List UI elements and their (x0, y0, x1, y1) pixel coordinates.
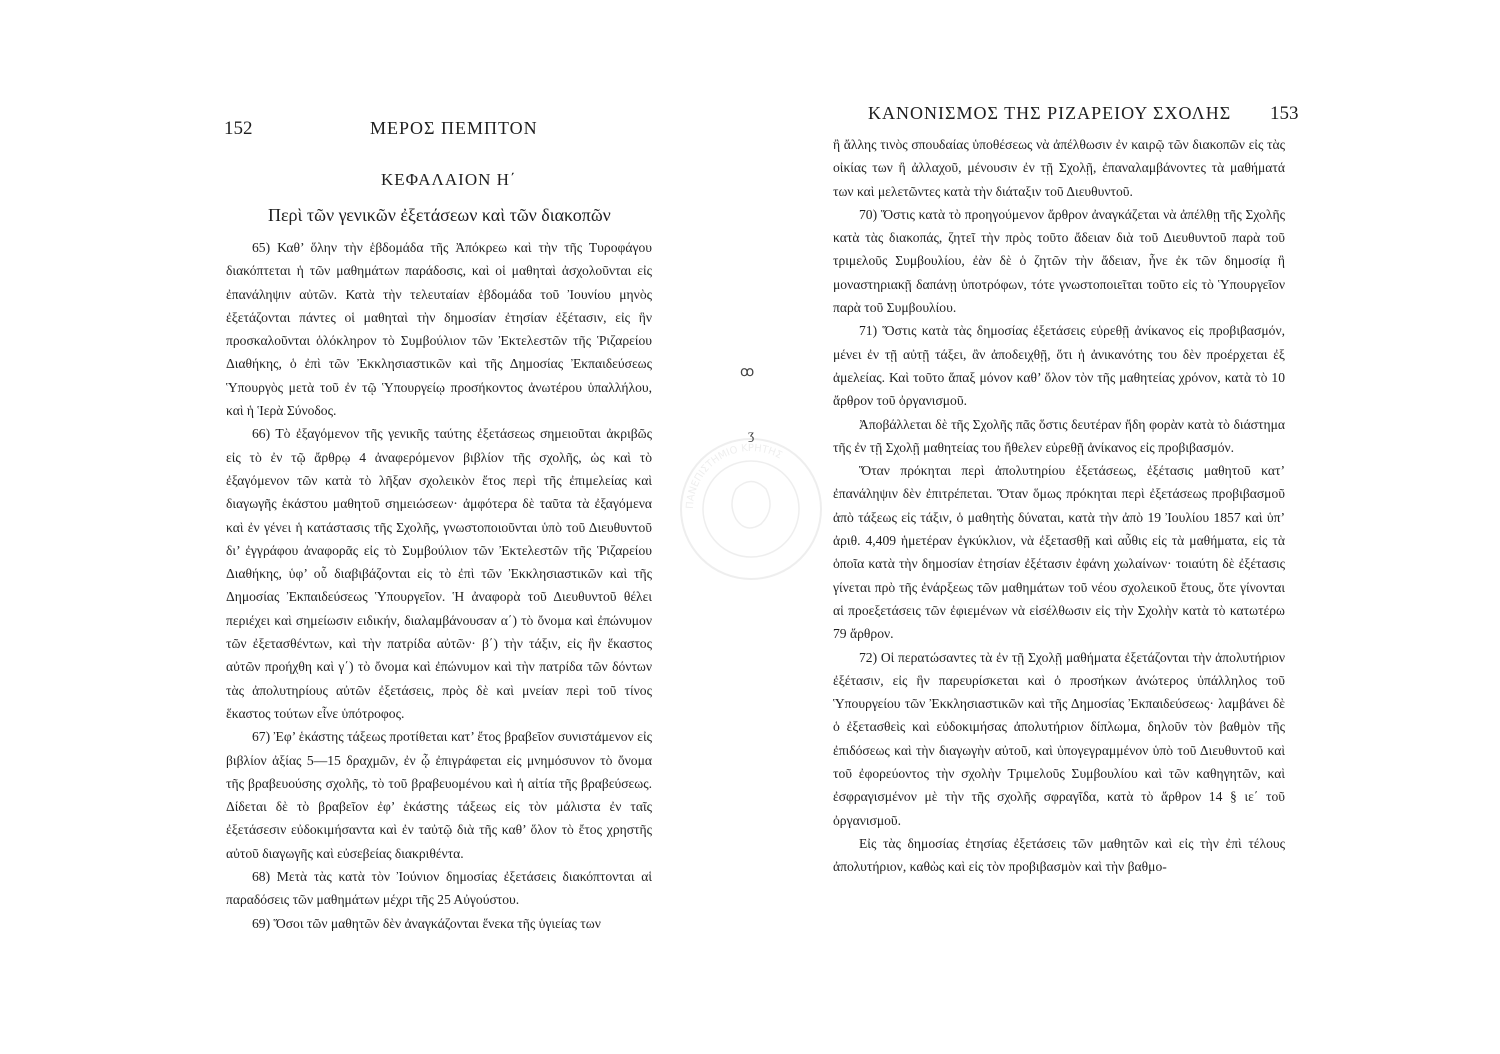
right-text-column (833, 133, 1285, 879)
left-page-number: 152 (224, 118, 253, 139)
paragraph-67: 67) Ἐφ’ ἑκάστης τάξεως προτίθεται κατ’ ἔτος βραβεῖον συνιστάμενον εἰς βιβλίον ἀξίας 5—15 δραχμῶν, ἐν ᾧ ἐπιγράφεται εἰς μνημόσυνον τὸ ὄνομα τῆς βραβευούσης σχολῆς, τὸ τοῦ βραβευομένου καὶ ἡ αἰτία τῆς βραβεύσεως. Δίδεται δὲ τὸ βραβεῖον ἐφ’ ἑκάστης τάξεως εἰς τὸν μάλιστα ἐν ταῖς ἐξετάσεσιν εὐδοκιμήσαντα καὶ ἐν ταὐτῷ διὰ τῆς καθ’ ὅλον τὸ ἔτος χρηστῆς αὐτοῦ διαγωγῆς καὶ εὐσεβείας διακριθέντα. (226, 729, 652, 861)
gutter-mark: ʒ (748, 428, 755, 443)
right-page (780, 0, 1500, 1054)
paragraph-72-continued: Εἰς τὰς δημοσίας ἐτησίας ἐξετάσεις τῶν μαθητῶν καὶ εἰς τὴν ἐπὶ τέλους ἀπολυτήριον, καθὼς καὶ εἰς τὸν προβιβασμὸν καὶ τὴν βαθμο- (833, 835, 1285, 875)
paragraph-65: 65) Καθ’ ὅλην τὴν ἑβδομάδα τῆς Ἀπόκρεω καὶ τὴν τῆς Τυροφάγου διακόπτεται ἡ τῶν μαθημάτων παράδοσις, καὶ οἱ μαθηταὶ ἀσχολοῦνται εἰς ἐπανάληψιν αὐτῶν. Κατὰ τὴν τελευταίαν ἑβδομάδα τοῦ Ἰουνίου μηνὸς ἐξετάζονται πάντες οἱ μαθηταὶ τὴν δημοσίαν ἐτησίαν ἐξέτασιν, εἰς ἣν προσκαλοῦνται ὁλόκληρον τὸ Συμβούλιον τῶν Ἐκτελεστῶν τῆς Ῥιζαρείου Διαθήκης, ὁ ἐπὶ τῶν Ἐκκλησιαστικῶν καὶ τῆς Δημοσίας Ἐκπαιδεύσεως Ὑπουργὸς μετὰ τοῦ ἐν τῷ Ὑπουργείῳ προσήκοντος ἀνωτέρου ὑπαλλήλου, καὶ ἡ Ἱερὰ Σύνοδος. (226, 240, 652, 419)
left-running-head: ΜΕΡΟΣ ΠΕΜΠΤΟΝ (370, 118, 538, 138)
section-title: Περὶ τῶν γενικῶν ἐξετάσεων καὶ τῶν διακοπῶν (268, 205, 611, 225)
paragraph-71-expulsion: Ἀποβάλλεται δὲ τῆς Σχολῆς πᾶς ὅστις δευτέραν ἤδη φορὰν κατὰ τὸ διάστημα τῆς ἐν τῇ Σχολῇ μαθητείας του ἤθελεν εὑρεθῇ ἀνίκανος εἰς προβιβασμόν. (833, 416, 1285, 455)
paragraph-71-reexamination: Ὅταν πρόκηται περὶ ἀπολυτηρίου ἐξετάσεως, ἐξέτασις μαθητοῦ κατ’ ἐπανάληψιν δὲν ἐπιτρέπεται. Ὅταν ὅμως πρόκηται περὶ ἐξετάσεως προβιβασμοῦ ἀπὸ τάξεως εἰς τάξιν, ὁ μαθητὴς δύναται, κατὰ τὴν ἀπὸ 19 Ἰουλίου 1857 καὶ ὑπ’ ἀριθ. 4,409 ἡμετέραν ἐγκύκλιον, νὰ ἐξετασθῇ καὶ αὖθις εἰς τὰ μαθήματα, εἰς τὰ ὁποῖα κατὰ τὴν δημοσίαν ἐτησίαν ἐξέτασιν ἐφάνη χωλαίνων· τοιαύτη δὲ ἐξέτασις γίνεται πρὸ τῆς ἐνάρξεως τῶν μαθημάτων τοῦ νέου σχολεικοῦ ἔτους, ὅτε γίνονται αἱ προεξετάσεις τῶν ἐφιεμένων νὰ εἰσέλθωσιν εἰς τὴν Σχολὴν κατὰ τὸ κατωτέρω 79 ἄρθρον. (833, 463, 1285, 642)
right-running-head: ΚΑΝΟΝΙΣΜΟΣ ΤΗΣ ΡΙΖΑΡΕΙΟΥ ΣΧΟΛΗΣ (868, 103, 1232, 123)
paragraph-69-continued: ἢ ἄλλης τινὸς σπουδαίας ὑποθέσεως νὰ ἀπέλθωσιν ἐν καιρῷ τῶν διακοπῶν εἰς τὰς οἰκίας των ἢ ἀλλαχοῦ, μένουσιν ἐν τῇ Σχολῇ, ἐπαναλαμβάνοντες τὰ μαθήματά των καὶ μελετῶντες κατὰ τὴν διάταξιν τοῦ Διευθυντοῦ. (833, 137, 1285, 199)
chapter-title: ΚΕΦΑΛΑΙΟΝ Η΄ (381, 170, 517, 189)
paragraph-72: 72) Οἱ περατώσαντες τὰ ἐν τῇ Σχολῇ μαθήματα ἐξετάζονται τὴν ἀπολυτήριον ἐξέτασιν, εἰς ἣν παρευρίσκεται καὶ ὁ προσήκων ἀνώτερος ὑπάλληλος τοῦ Ὑπουργείου τῶν Ἐκκλησιαστικῶν καὶ τῆς Δημοσίας Ἐκπαιδεύσεως· λαμβάνει δὲ ὁ ἐξετασθεὶς καὶ εὐδοκιμήσας ἀπολυτήριον δίπλωμα, δηλοῦν τὸν βαθμὸν τῆς ἐπιδόσεως καὶ τὴν διαγωγὴν αὐτοῦ, καὶ ὑπογεγραμμένον ὑπὸ τοῦ Διευθυντοῦ καὶ τοῦ ἐφορεύοντος τὴν σχολὴν Τριμελοῦς Συμβουλίου καὶ τῶν καθηγητῶν, καὶ ἐσφραγισμένον μὲ τὴν τῆς σχολῆς σφραγῖδα, κατὰ τὸ ἄρθρον 14 § ιε΄ τοῦ ὀργανισμοῦ. (833, 649, 1285, 828)
paragraph-70: 70) Ὅστις κατὰ τὸ προηγούμενον ἄρθρον ἀναγκάζεται νὰ ἀπέλθῃ τῆς Σχολῆς κατὰ τὰς διακοπάς, ζητεῖ τὴν πρὸς τοῦτο ἄδειαν διὰ τοῦ Διευθυντοῦ παρὰ τοῦ τριμελοῦς Συμβουλίου, ἐὰν δὲ ὁ ζητῶν τὴν ἄδειαν, ἦνε ἐκ τῶν δημοσίᾳ ἢ μοναστηριακῇ δαπάνῃ ὑποτρόφων, τότε γνωστοποιεῖται τοῦτο εἰς τὸ Ὑπουργεῖον παρὰ τοῦ Συμβουλίου. (833, 206, 1285, 316)
gutter-mark: ꝏ (740, 365, 755, 380)
paragraph-71: 71) Ὅστις κατὰ τὰς δημοσίας ἐξετάσεις εὑρεθῇ ἀνίκανος εἰς προβιβασμόν, μένει ἐν τῇ αὐτῇ τάξει, ἂν ἀποδειχθῇ, ὅτι ἡ ἀνικανότης του δὲν προέρχεται ἐξ ἀμελείας. Καὶ τοῦτο ἅπαξ μόνον καθ’ ὅλον τὸν τῆς μαθητείας χρόνον, κατὰ τὸ 10 ἄρθρον τοῦ ὀργανισμοῦ. (833, 323, 1285, 409)
right-page-number: 153 (1270, 103, 1299, 124)
paragraph-66: 66) Τὸ ἐξαγόμενον τῆς γενικῆς ταύτης ἐξετάσεως σημειοῦται ἀκριβῶς εἰς τὸ ἐν τῷ ἄρθρῳ 4 ἀναφερόμενον βιβλίον τῆς σχολῆς, ὡς καὶ τὸ ἐξαγόμενον τῶν κατὰ τὸ λῆξαν σχολεικὸν ἔτος περὶ τῆς ἐπιμελείας καὶ διαγωγῆς ἑκάστου μαθητοῦ σημειώσεων· ἀμφότερα δὲ ταῦτα τὰ ἐξαγόμενα καὶ ἐν γένει ἡ κατάστασις τῆς Σχολῆς, γνωστοποιοῦνται ὑπὸ τοῦ Διευθυντοῦ δι’ ἐγγράφου ἀναφορᾶς εἰς τὸ Συμβούλιον τῶν Ἐκτελεστῶν τῆς Ῥιζαρείου Διαθήκης, ὑφ’ οὗ διαβιβάζονται εἰς τὸ ἐπὶ τῶν Ἐκκλησιαστικῶν καὶ τῆς Δημοσίας Ἐκπαιδεύσεως Ὑπουργεῖον. Ἡ ἀναφορὰ τοῦ Διευθυντοῦ θέλει περιέχει καὶ σημείωσιν ειδικήν, διαλαμβάνουσαν α΄) τὸ ὄνομα καὶ ἐπώνυμον τῶν ἐξετασθέντων, καὶ τὴν πατρίδα αὐτῶν· β΄) τὴν τάξιν, εἰς ἣν ἕκαστος αὐτῶν προήχθη καὶ γ΄) τὸ ὄνομα καὶ ἐπώνυμον καὶ τὴν πατρίδα τῶν δόντων τὰς ἀπολυτηρίους αὐτῶν ἐξετάσεις, πρὸς δὲ καὶ μνείαν περὶ τοῦ τίνος ἕκαστος τούτων εἶνε ὑπότροφος. (226, 426, 652, 721)
stamp-text: ΠΑΝΕΠΙΣΤΗΜΙΟ ΚΡΗΤΗΣ (684, 442, 784, 510)
paragraph-69: 69) Ὅσοι τῶν μαθητῶν δὲν ἀναγκάζονται ἕνεκα τῆς ὑγιείας των (252, 915, 601, 931)
left-text-column (226, 236, 652, 935)
left-page (0, 0, 730, 1054)
paragraph-68: 68) Μετὰ τὰς κατὰ τὸν Ἰούνιον δημοσίας ἐξετάσεις διακόπτονται αἱ παραδόσεις τῶν μαθημάτων μέχρι τῆς 25 Αὐγούστου. (226, 869, 652, 908)
